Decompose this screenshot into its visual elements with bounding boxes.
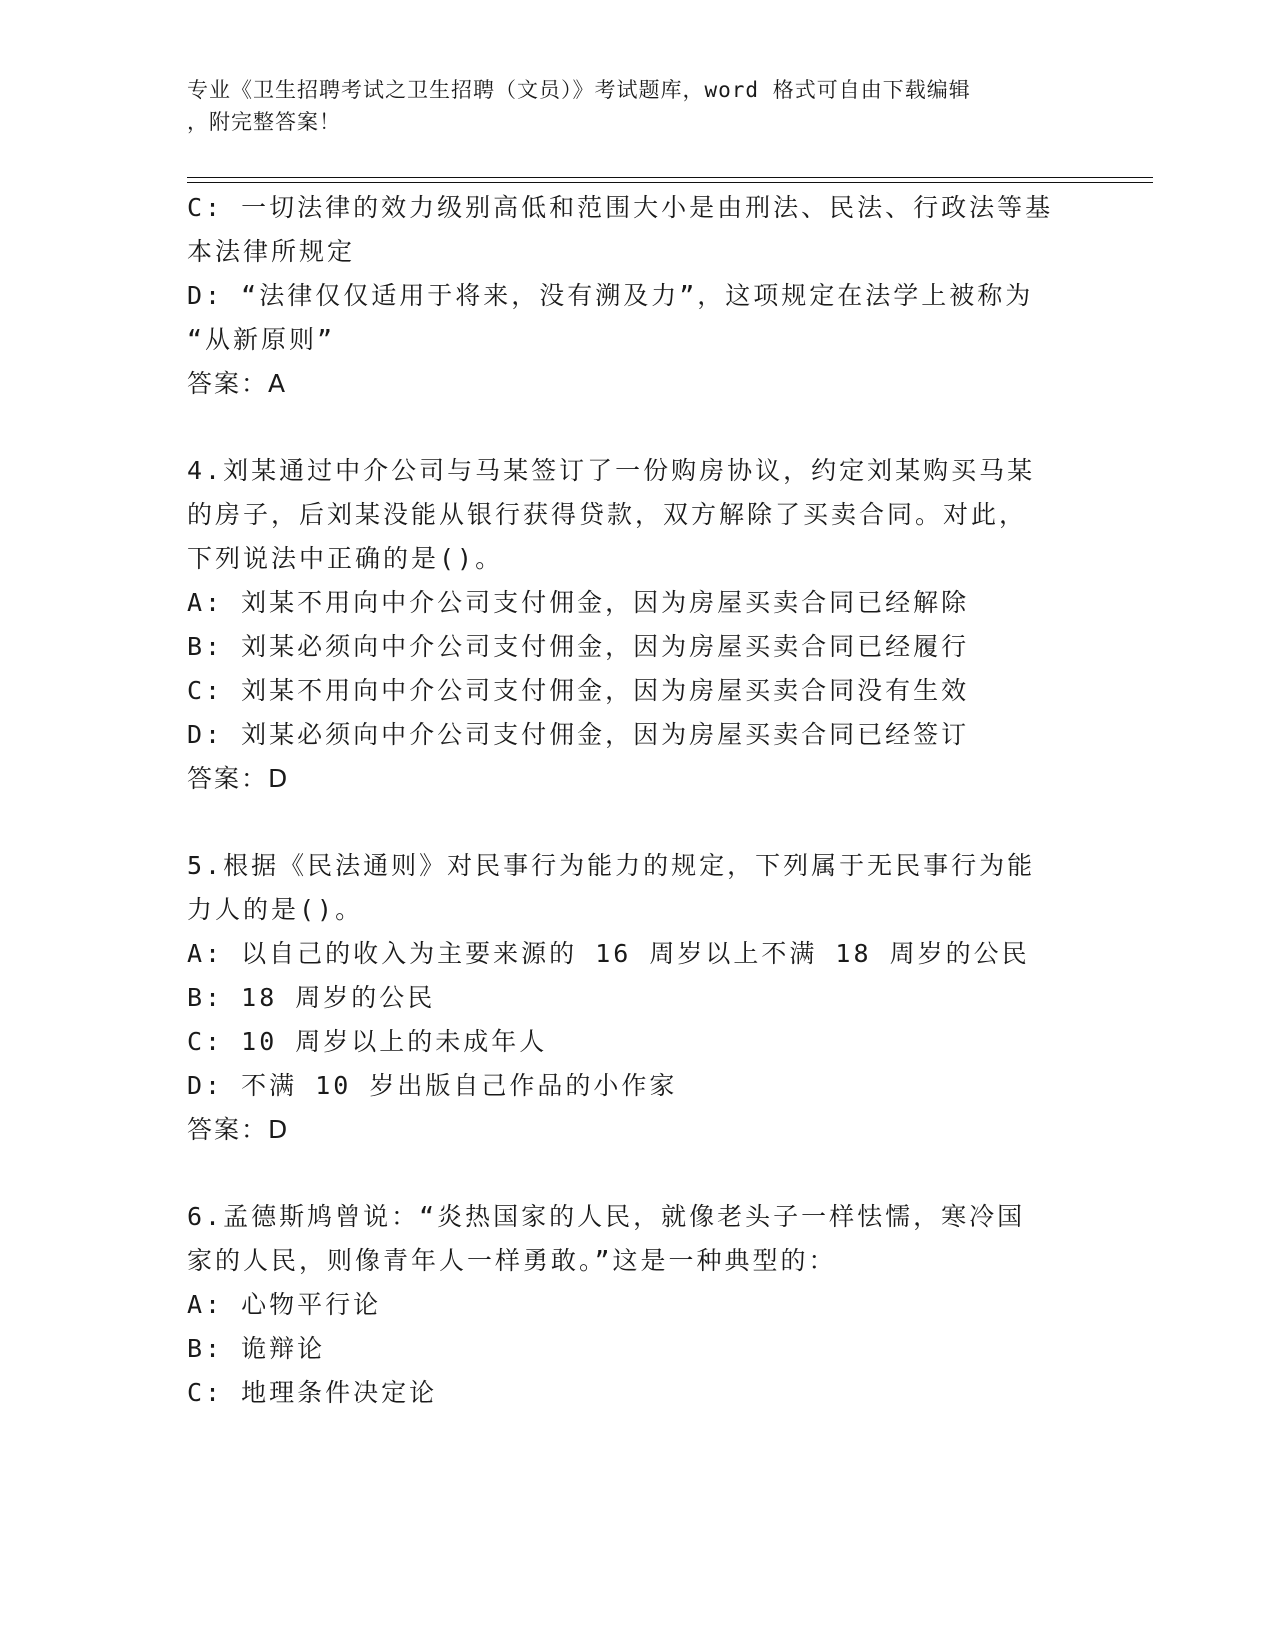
q5-stem-line-2: 力人的是()。 — [187, 895, 364, 924]
q6-option-c: C: 地理条件决定论 — [187, 1378, 438, 1407]
q4-option-b: B: 刘某必须向中介公司支付佣金，因为房屋买卖合同已经履行 — [187, 632, 970, 661]
q4-stem-line-3: 下列说法中正确的是()。 — [187, 544, 504, 573]
q5-option-d: D: 不满 10 岁出版自己作品的小作家 — [187, 1071, 678, 1100]
q6-stem-line-1: 6.孟德斯鸠曾说：“炎热国家的人民，就像老头子一样怯懦，寒冷国 — [187, 1202, 1026, 1231]
q4-stem-line-1: 4.刘某通过中介公司与马某签订了一份购房协议，约定刘某购买马某 — [187, 456, 1036, 485]
q6-stem-line-2: 家的人民，则像青年人一样勇敢。”这是一种典型的： — [187, 1246, 837, 1275]
q5-stem-line-1: 5.根据《民法通则》对民事行为能力的规定，下列属于无民事行为能 — [187, 851, 1036, 880]
header-rule-top — [187, 177, 1153, 178]
q4-option-d: D: 刘某必须向中介公司支付佣金，因为房屋买卖合同已经签订 — [187, 720, 970, 749]
q4-option-c: C: 刘某不用向中介公司支付佣金，因为房屋买卖合同没有生效 — [187, 676, 970, 705]
prev-option-d-line-1: D: “法律仅仅适用于将来，没有溯及力”，这项规定在法学上被称为 — [187, 281, 1034, 310]
q5-answer: 答案：D — [187, 1115, 290, 1144]
header-rule-bottom — [187, 182, 1153, 183]
prev-option-c-line-1: C: 一切法律的效力级别高低和范围大小是由刑法、民法、行政法等基 — [187, 193, 1054, 222]
prev-answer: 答案：A — [187, 369, 288, 398]
q4-stem-line-2: 的房子，后刘某没能从银行获得贷款，双方解除了买卖合同。对此， — [187, 500, 1028, 529]
q6-option-b: B: 诡辩论 — [187, 1334, 326, 1363]
q5-option-a: A: 以自己的收入为主要来源的 16 周岁以上不满 18 周岁的公民 — [187, 939, 1030, 968]
q5-option-c: C: 10 周岁以上的未成年人 — [187, 1027, 548, 1056]
document-header — [187, 74, 1087, 138]
q6-option-a: A: 心物平行论 — [187, 1290, 382, 1319]
q4-option-a: A: 刘某不用向中介公司支付佣金，因为房屋买卖合同已经解除 — [187, 588, 970, 617]
q5-option-b: B: 18 周岁的公民 — [187, 983, 436, 1012]
q4-answer: 答案：D — [187, 764, 290, 793]
header-line-1: 专业《卫生招聘考试之卫生招聘（文员）》考试题库，word 格式可自由下载编辑 — [187, 78, 971, 102]
header-line-2: ，附完整答案！ — [187, 110, 341, 134]
prev-option-c-line-2: 本法律所规定 — [187, 237, 356, 266]
prev-option-d-line-2: “从新原则” — [187, 325, 336, 354]
